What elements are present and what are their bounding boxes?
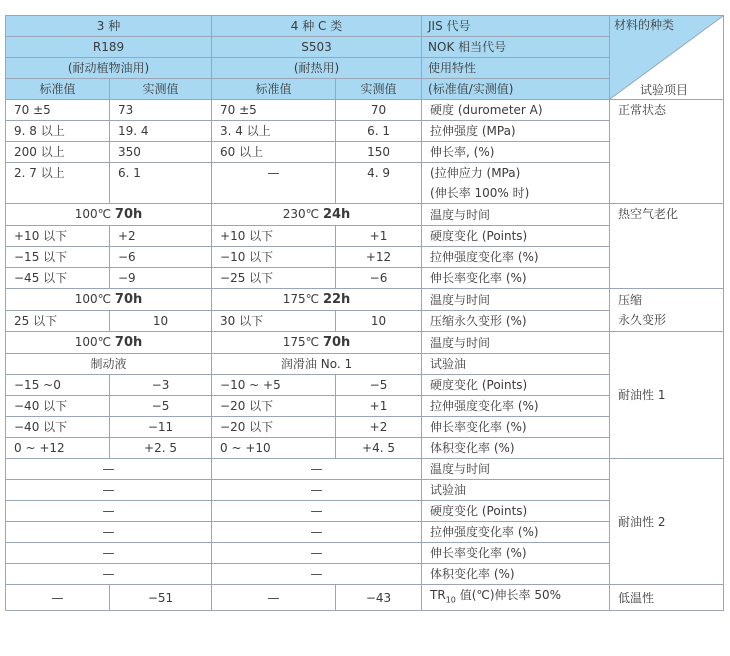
cell-b-meas: +4. 5 bbox=[336, 438, 422, 459]
cell-b-empty: — bbox=[212, 501, 422, 522]
cell-property: 伸长率变化率 (%) bbox=[422, 268, 610, 289]
condition-a: 100℃ 70h bbox=[6, 289, 212, 311]
header-std-a: 标准值 bbox=[6, 79, 110, 100]
cell-b-meas: 10 bbox=[336, 311, 422, 332]
cell-b-std: — bbox=[212, 585, 336, 611]
cell-property: 拉伸强度变化率 (%) bbox=[422, 247, 610, 268]
header-row bbox=[6, 16, 724, 37]
condition-b: 175℃ 22h bbox=[212, 289, 422, 311]
condition-b: 230℃ 24h bbox=[212, 204, 422, 226]
condition-row bbox=[6, 332, 724, 354]
cell-property: 压缩永久变形 (%) bbox=[422, 311, 610, 332]
cell-a-meas: −9 bbox=[110, 268, 212, 289]
test-oil-b: 润滑油 No. 1 bbox=[212, 354, 422, 375]
corner-test-item-label: 试验项目 bbox=[640, 83, 689, 97]
material-spec-sheet bbox=[5, 15, 723, 645]
cell-property: 硬度变化 (Points) bbox=[422, 501, 610, 522]
condition-row bbox=[6, 204, 724, 226]
cell-b-std: −20 以下 bbox=[212, 417, 336, 438]
header-nok-code: NOK 相当代号 bbox=[422, 37, 610, 58]
cell-b-std: +10 以下 bbox=[212, 226, 336, 247]
cell-a-meas: −6 bbox=[110, 247, 212, 268]
group-heat-aging: 热空气老化 bbox=[610, 204, 724, 289]
cell-a-std: +10 以下 bbox=[6, 226, 110, 247]
cell-property-tr10: $TR_{10}$ 值(℃)伸长率 50% bbox=[422, 585, 610, 611]
cell-a-std: 0 ~ +12 bbox=[6, 438, 110, 459]
cell-b-meas: 150 bbox=[336, 142, 422, 163]
material-spec-table bbox=[5, 15, 724, 611]
cell-property: 硬度变化 (Points) bbox=[422, 375, 610, 396]
cell-a-meas: +2. 5 bbox=[110, 438, 212, 459]
cell-b-meas: +1 bbox=[336, 396, 422, 417]
header-code-b: S503 bbox=[212, 37, 422, 58]
cell-b-empty: — bbox=[212, 543, 422, 564]
condition-a: 100℃ 70h bbox=[6, 332, 212, 354]
cell-b-meas: 70 bbox=[336, 100, 422, 121]
cell-a-std: 9. 8 以上 bbox=[6, 121, 110, 142]
cell-b-std: −25 以下 bbox=[212, 268, 336, 289]
cell-b-meas: 4. 9 bbox=[336, 163, 422, 204]
table-row bbox=[6, 585, 724, 611]
cell-a-std: 200 以上 bbox=[6, 142, 110, 163]
cell-a-std: −15 ~0 bbox=[6, 375, 110, 396]
cell-property: 温度与时间 bbox=[422, 289, 610, 311]
cell-a-meas: −51 bbox=[110, 585, 212, 611]
cell-property: 体积变化率 (%) bbox=[422, 564, 610, 585]
cell-a-empty: — bbox=[6, 480, 212, 501]
test-oil-a: 制动液 bbox=[6, 354, 212, 375]
cell-a-std: 2. 7 以上 bbox=[6, 163, 110, 204]
cell-property: 试验油 bbox=[422, 480, 610, 501]
cell-a-std: −40 以下 bbox=[6, 396, 110, 417]
cell-a-meas: 350 bbox=[110, 142, 212, 163]
cell-a-std: −40 以下 bbox=[6, 417, 110, 438]
group-low-temperature: 低温性 bbox=[610, 585, 724, 611]
cell-property: 伸长率变化率 (%) bbox=[422, 417, 610, 438]
group-oil-resistance-1: 耐油性 1 bbox=[610, 332, 724, 459]
cell-b-meas: −43 bbox=[336, 585, 422, 611]
group-normal: 正常状态 bbox=[610, 100, 724, 204]
condition-b: 175℃ 70h bbox=[212, 332, 422, 354]
cell-b-empty: — bbox=[212, 522, 422, 543]
cell-b-std: 60 以上 bbox=[212, 142, 336, 163]
group-compression-set: 压缩 永久变形 bbox=[610, 289, 724, 332]
cell-property: 伸长率变化率 (%) bbox=[422, 543, 610, 564]
header-meas-b: 实测值 bbox=[336, 79, 422, 100]
cell-b-std: −20 以下 bbox=[212, 396, 336, 417]
cell-property: 试验油 bbox=[422, 354, 610, 375]
header-jis-code: JIS 代号 bbox=[422, 16, 610, 37]
cell-property: 温度与时间 bbox=[422, 332, 610, 354]
cell-a-std: −45 以下 bbox=[6, 268, 110, 289]
cell-property: 温度与时间 bbox=[422, 459, 610, 480]
cell-b-empty: — bbox=[212, 564, 422, 585]
header-usage-b: (耐热用) bbox=[212, 58, 422, 79]
cell-a-std: 25 以下 bbox=[6, 311, 110, 332]
cell-b-std: 30 以下 bbox=[212, 311, 336, 332]
table-row bbox=[6, 459, 724, 480]
cell-property: 拉伸强度变化率 (%) bbox=[422, 396, 610, 417]
cell-property: (拉伸应力 (MPa) bbox=[422, 163, 610, 184]
header-usage-a: (耐动植物油用) bbox=[6, 58, 212, 79]
cell-b-std: — bbox=[212, 163, 336, 204]
cell-b-std: −10 以下 bbox=[212, 247, 336, 268]
cell-a-empty: — bbox=[6, 501, 212, 522]
cell-a-meas: −11 bbox=[110, 417, 212, 438]
cell-property: 拉伸强度变化率 (%) bbox=[422, 522, 610, 543]
cell-property: 伸长率, (%) bbox=[422, 142, 610, 163]
cell-property: 温度与时间 bbox=[422, 204, 610, 226]
cell-b-std: 70 ±5 bbox=[212, 100, 336, 121]
header-corner-cell bbox=[610, 16, 724, 100]
cell-b-std: 0 ~ +10 bbox=[212, 438, 336, 459]
cell-a-meas: −3 bbox=[110, 375, 212, 396]
cell-b-meas: +2 bbox=[336, 417, 422, 438]
cell-b-std: −10 ~ +5 bbox=[212, 375, 336, 396]
cell-b-meas: +1 bbox=[336, 226, 422, 247]
header-type-b: 4 种 C 类 bbox=[212, 16, 422, 37]
cell-b-meas: 6. 1 bbox=[336, 121, 422, 142]
cell-b-std: 3. 4 以上 bbox=[212, 121, 336, 142]
header-type-a: 3 种 bbox=[6, 16, 212, 37]
cell-property: 体积变化率 (%) bbox=[422, 438, 610, 459]
cell-a-empty: — bbox=[6, 522, 212, 543]
cell-a-std: — bbox=[6, 585, 110, 611]
header-meas-a: 实测值 bbox=[110, 79, 212, 100]
cell-a-empty: — bbox=[6, 459, 212, 480]
cell-b-meas: −6 bbox=[336, 268, 422, 289]
cell-a-meas: 19. 4 bbox=[110, 121, 212, 142]
condition-a: 100℃ 70h bbox=[6, 204, 212, 226]
cell-b-empty: — bbox=[212, 480, 422, 501]
cell-a-meas: 6. 1 bbox=[110, 163, 212, 204]
cell-b-meas: +12 bbox=[336, 247, 422, 268]
cell-a-meas: +2 bbox=[110, 226, 212, 247]
cell-property: 硬度 (durometer A) bbox=[422, 100, 610, 121]
cell-a-meas: 10 bbox=[110, 311, 212, 332]
cell-a-meas: −5 bbox=[110, 396, 212, 417]
header-std-b: 标准值 bbox=[212, 79, 336, 100]
group-oil-resistance-2: 耐油性 2 bbox=[610, 459, 724, 585]
cell-b-empty: — bbox=[212, 459, 422, 480]
condition-row bbox=[6, 289, 724, 311]
cell-property: 硬度变化 (Points) bbox=[422, 226, 610, 247]
table-row bbox=[6, 100, 724, 121]
cell-property: (伸长率 100% 时) bbox=[422, 183, 610, 204]
cell-b-meas: −5 bbox=[336, 375, 422, 396]
header-characteristics: 使用特性 bbox=[422, 58, 610, 79]
cell-a-std: 70 ±5 bbox=[6, 100, 110, 121]
cell-property: 拉伸强度 (MPa) bbox=[422, 121, 610, 142]
corner-material-label: 材料的种类 bbox=[614, 18, 675, 32]
cell-a-empty: — bbox=[6, 564, 212, 585]
cell-a-empty: — bbox=[6, 543, 212, 564]
header-code-a: R189 bbox=[6, 37, 212, 58]
cell-a-meas: 73 bbox=[110, 100, 212, 121]
cell-a-std: −15 以下 bbox=[6, 247, 110, 268]
header-std-meas: (标准值/实测值) bbox=[422, 79, 610, 100]
